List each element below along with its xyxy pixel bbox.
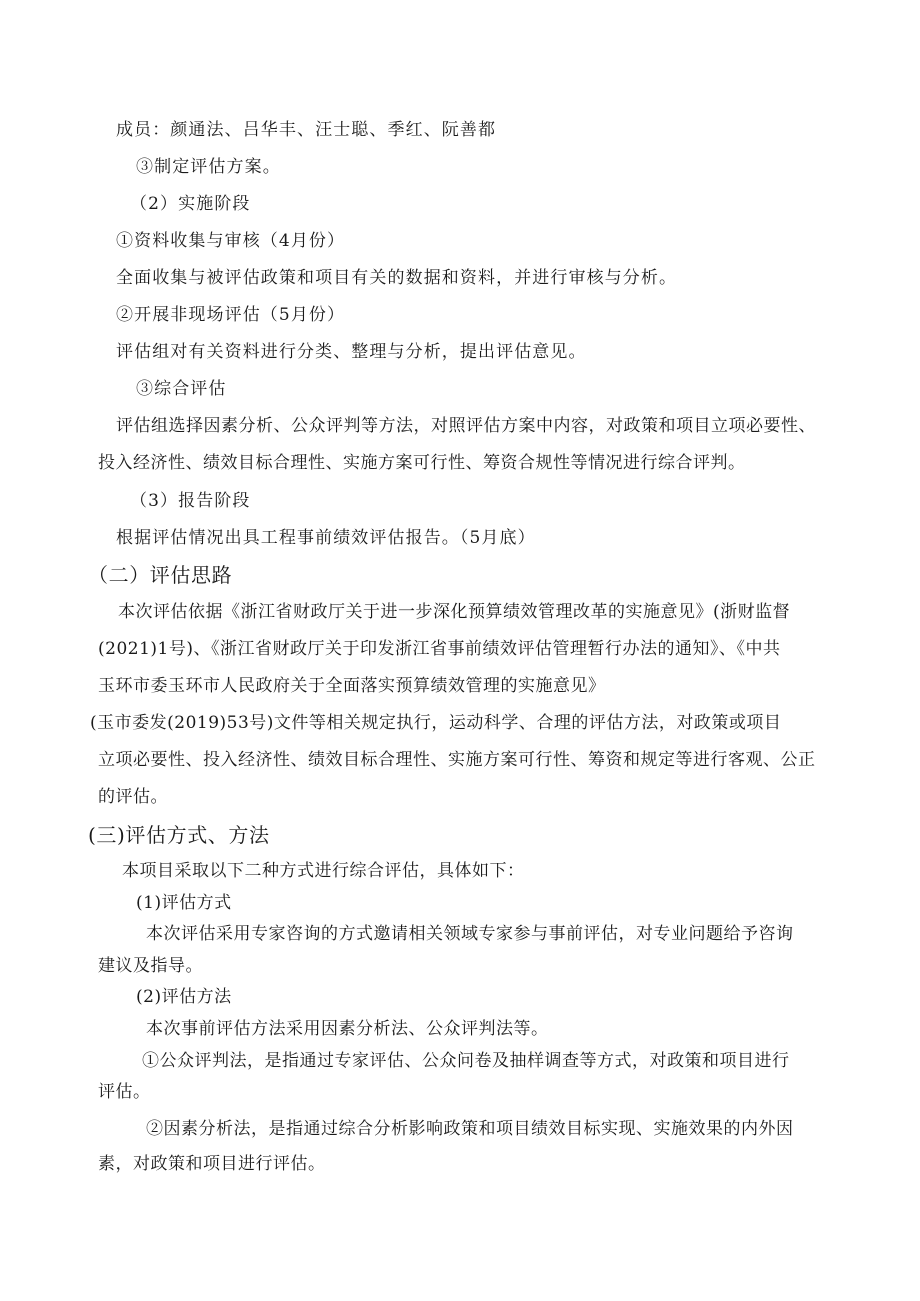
- paragraph-basis-line-4: (玉市委发(2019)53号)文件等相关规定执行，运动科学、合理的评估方法，对政策或项目: [90, 713, 782, 733]
- paragraph-mode-line-1: 本次评估采用专家咨询的方式邀请相关领域专家参与事前评估，对专业问题给予咨询: [146, 924, 794, 944]
- paragraph-method-intro: 本次事前评估方法采用因素分析法、公众评判法等。: [146, 1019, 549, 1039]
- paragraph-basis-line-2: (2021)1号)、《浙江省财政厅关于印发浙江省事前绩效评估管理暂行办法的通知》、《中共: [98, 639, 781, 659]
- paragraph-basis-line-1: 本次评估依据《浙江省财政厅关于进一步深化预算绩效管理改革的实施意见》(浙财监督: [118, 602, 791, 622]
- paragraph-basis-line-6: 的评估。: [98, 787, 168, 807]
- method-public-judgment-line-2: 评估。: [98, 1082, 151, 1102]
- subheading-evaluation-mode: (1)评估方式: [136, 893, 232, 913]
- paragraph-mode-line-2: 建议及指导。: [98, 956, 203, 976]
- paragraph-methods-intro: 本项目采取以下二种方式进行综合评估，具体如下：: [122, 861, 525, 881]
- paragraph-offsite-evaluation: 评估组对有关资料进行分类、整理与分析，提出评估意见。: [116, 342, 587, 362]
- step-comprehensive-evaluation: ③综合评估: [136, 379, 227, 399]
- paragraph-comprehensive-line-1: 评估组选择因素分析、公众评判等方法，对照评估方案中内容，对政策和项目立项必要性、: [116, 416, 816, 436]
- paragraph-comprehensive-line-2: 投入经济性、绩效目标合理性、实施方案可行性、筹资合规性等情况进行综合评判。: [98, 453, 746, 473]
- step-make-plan: ③制定评估方案。: [136, 157, 281, 177]
- section-three-heading: (三)评估方式、方法: [88, 823, 270, 847]
- subheading-evaluation-method: (2)评估方法: [136, 987, 232, 1007]
- method-public-judgment-line-1: ①公众评判法，是指通过专家评估、公众问卷及抽样调查等方式，对政策和项目进行: [142, 1051, 790, 1071]
- paragraph-data-collection: 全面收集与被评估政策和项目有关的数据和资料，并进行审核与分析。: [116, 268, 678, 288]
- section-two-heading: （二）评估思路: [88, 563, 233, 587]
- paragraph-report: 根据评估情况出具工程事前绩效评估报告。（5月底）: [116, 528, 536, 548]
- paragraph-basis-line-3: 玉环市委玉环市人民政府关于全面落实预算绩效管理的实施意见》: [98, 676, 606, 696]
- method-factor-analysis-line-2: 素，对政策和项目进行评估。: [98, 1154, 326, 1174]
- paragraph-basis-line-5: 立项必要性、投入经济性、绩效目标合理性、实施方案可行性、筹资和规定等进行客观、公正: [98, 750, 816, 770]
- stage-report-heading: （3）报告阶段: [130, 491, 251, 511]
- method-factor-analysis-line-1: ②因素分析法，是指通过综合分析影响政策和项目绩效目标实现、实施效果的内外因: [146, 1119, 794, 1139]
- step-data-collection: ①资料收集与审核（4月份）: [116, 231, 346, 251]
- step-offsite-evaluation: ②开展非现场评估（5月份）: [116, 305, 346, 325]
- stage-implementation-heading: （2）实施阶段: [130, 194, 251, 214]
- members-line: 成员：颜通法、吕华丰、汪士聪、季红、阮善都: [116, 120, 497, 140]
